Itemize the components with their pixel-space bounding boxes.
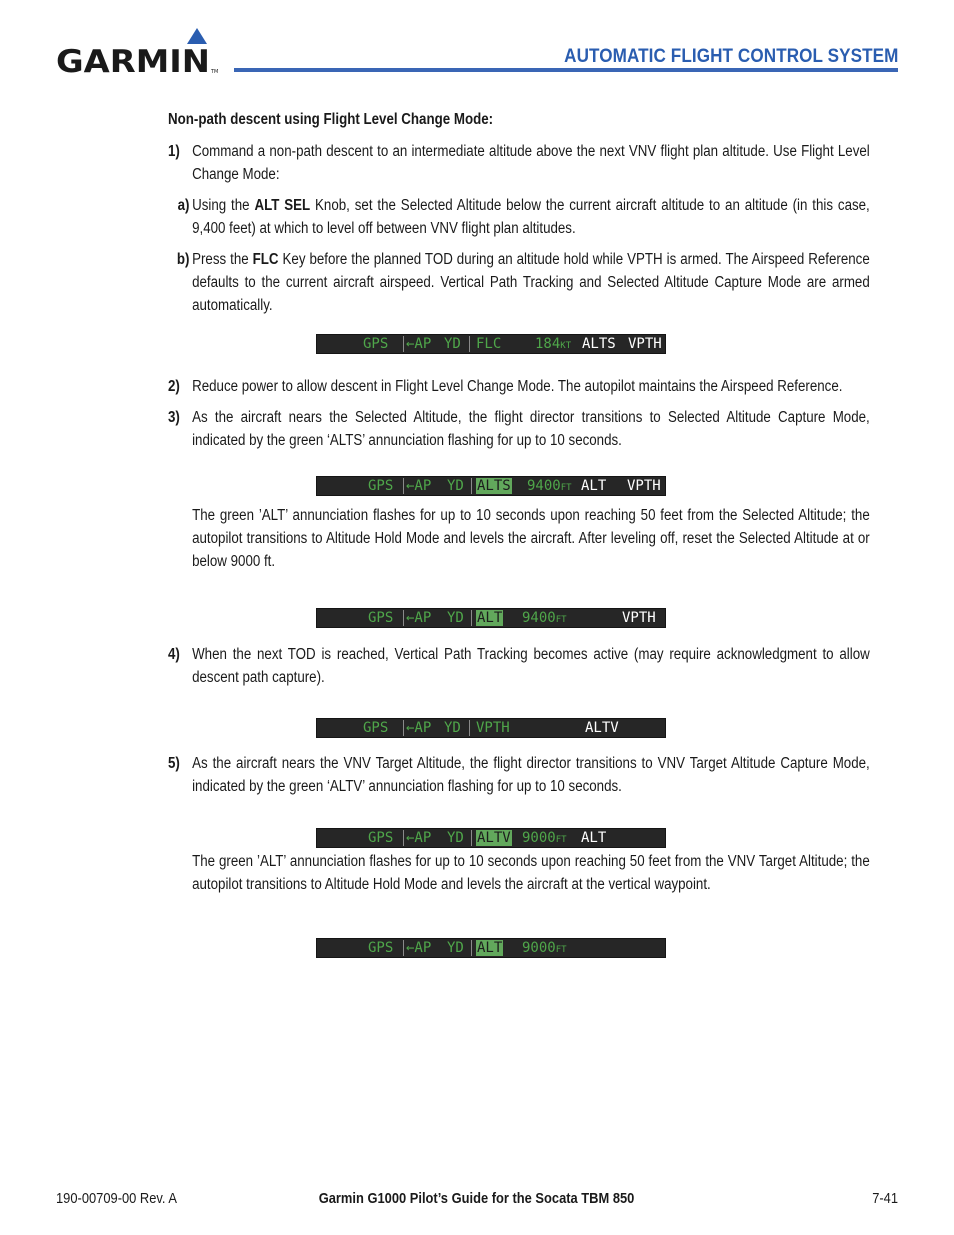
afcs-annunciator-bar [316,608,666,628]
vertical-mode: FLC [476,336,502,352]
armed-mode-1: ALT [581,830,607,846]
step-text: When the next TOD is reached, Vertical Path Tracking becomes active (may require acknowledgment to allow descent path capture). [192,646,870,686]
lateral-mode: GPS [368,830,394,846]
substep-letter: b) [176,251,190,268]
afcs-annunciator-bar [316,334,666,354]
reference-unit: FT [560,483,572,493]
header-rule [234,68,898,72]
logo-text: GARMIN [56,44,210,76]
step-text: Command a non-path descent to an intermediate altitude above the next VNV flight plan altitude. Use Flight Level Change Mode: [192,143,870,183]
document-body [168,108,870,904]
lateral-mode: GPS [363,336,389,352]
lateral-mode: GPS [363,720,389,736]
yaw-damper-status: YD [447,940,464,956]
vertical-mode-capture-flashing: ALT [477,610,503,626]
step-number: 1) [168,143,180,160]
procedure-heading: Non-path descent using Flight Level Change Mode: [168,111,494,128]
step-number: 4) [168,646,180,663]
reference-unit: KT [560,341,572,351]
armed-mode-2: VPTH [628,336,662,352]
yaw-damper-status: YD [447,610,464,626]
reference-number: 9000 [522,830,556,846]
note-alt-capture: The green ’ALT’ annunciation flashes for up to 10 seconds upon reaching 50 feet from the Selected Altitude; the autopilot transitions to Altitude Hold Mode and levels the aircraft. After leveling off, reset the Selected Altitude at or below 9000 ft. [192,507,870,570]
garmin-logo [56,26,220,76]
step-number: 5) [168,755,180,772]
lateral-mode: GPS [368,478,394,494]
vertical-mode-capture-flashing: ALTV [477,830,511,846]
annunciator-divider [403,610,404,626]
reference-value [522,609,567,629]
armed-mode-2: VPTH [622,610,656,626]
reference-value [535,335,571,355]
lateral-mode: GPS [368,940,394,956]
step-text: Reduce power to allow descent in Flight Level Change Mode. The autopilot maintains the Airspeed Reference. [192,378,843,395]
armed-mode-2: ALTV [585,720,619,736]
footer-page-number [868,1190,898,1207]
reference-unit: FT [555,945,567,955]
reference-unit: FT [555,835,567,845]
step-text: As the aircraft nears the Selected Altitude, the flight director transitions to Selected Altitude Capture Mode, indicated by the green ‘ALTS’ annunciation flashing for up to 10 seconds. [192,409,870,449]
autopilot-status: ←AP [406,610,432,626]
key-name: ALT SEL [254,197,311,214]
text-segment: Press the [192,251,253,268]
yaw-damper-status: YD [447,830,464,846]
afcs-annunciator-bar [316,718,666,738]
autopilot-status: ←AP [406,478,432,494]
vertical-mode-capture-flashing: ALTS [477,478,511,494]
lateral-mode: GPS [368,610,394,626]
annunciator-divider [403,720,404,736]
step-1 [168,140,870,186]
armed-mode-1: ALT [581,478,607,494]
reference-number: 9000 [522,940,556,956]
reference-value [522,939,567,959]
autopilot-status: ←AP [406,720,432,736]
step-text: As the aircraft nears the VNV Target Altitude, the flight director transitions to VNV Target Altitude Capture Mode, indicated by the green ‘ALTV’ annunciation flashing for up to 10 seconds. [192,755,870,795]
reference-number: 9400 [527,478,561,494]
reference-number: 9400 [522,610,556,626]
armed-mode-1: ALTS [582,336,616,352]
step-number: 3) [168,409,180,426]
annunciator-divider [469,720,470,736]
reference-value [522,829,567,849]
afcs-annunciator-bar [316,938,666,958]
step-5 [168,752,870,798]
substep-text [192,194,870,240]
annunciator-divider [471,610,472,626]
annunciator-divider [403,940,404,956]
annunciator-divider [471,940,472,956]
page-number-text: 7-41 [872,1190,898,1207]
step-1a [168,194,870,240]
text-segment: Knob, set the Selected Altitude below the current aircraft altitude to an altitude (in this case, 9,400 feet) at which to level off between VNV flight plan altitudes. [192,197,870,237]
substep-letter: a) [177,197,190,214]
annunciator-divider [471,478,472,494]
step-4 [168,643,870,689]
substep-text [192,248,870,317]
text-segment: Key before the planned TOD during an altitude hold while VPTH is armed. The Airspeed Reference defaults to the current aircraft airspeed. Vertical Path Tracking and Selected Altitude Capture Mode are armed automatically. [192,251,870,314]
footer-title-text: Garmin G1000 Pilot’s Guide for the Socata TBM 850 [319,1190,635,1207]
annunciator-divider [403,336,404,352]
section-title: AUTOMATIC FLIGHT CONTROL SYSTEM [563,46,898,67]
reference-unit: FT [555,615,567,625]
vertical-mode: VPTH [476,720,510,736]
vertical-mode-capture-flashing: ALT [477,940,503,956]
annunciator-divider [469,336,470,352]
yaw-damper-status: YD [444,720,461,736]
autopilot-status: ←AP [406,830,432,846]
note-altv-capture: The green ’ALT’ annunciation flashes for up to 10 seconds upon reaching 50 feet from the VNV Target Altitude; the autopilot transitions to Altitude Hold Mode and levels the aircraft at the vertical waypoint. [192,853,870,893]
reference-value [527,477,572,497]
afcs-annunciator-bar [316,828,666,848]
doc-number-text: 190-00709-00 Rev. A [56,1190,177,1207]
step-2 [168,375,870,398]
afcs-annunciator-bar [316,476,666,496]
annunciator-divider [471,830,472,846]
svg-text:TM: TM [211,69,219,75]
annunciator-divider [403,830,404,846]
yaw-damper-status: YD [447,478,464,494]
step-1b [168,248,870,317]
autopilot-status: ←AP [406,336,432,352]
step-3 [168,406,870,452]
annunciator-divider [403,478,404,494]
autopilot-status: ←AP [406,940,432,956]
footer-title [0,1190,954,1207]
step-number: 2) [168,378,180,395]
reference-number: 184 [535,336,561,352]
armed-mode-2: VPTH [627,478,661,494]
yaw-damper-status: YD [444,336,461,352]
text-segment: Using the [192,197,255,214]
key-name: FLC [252,251,279,268]
